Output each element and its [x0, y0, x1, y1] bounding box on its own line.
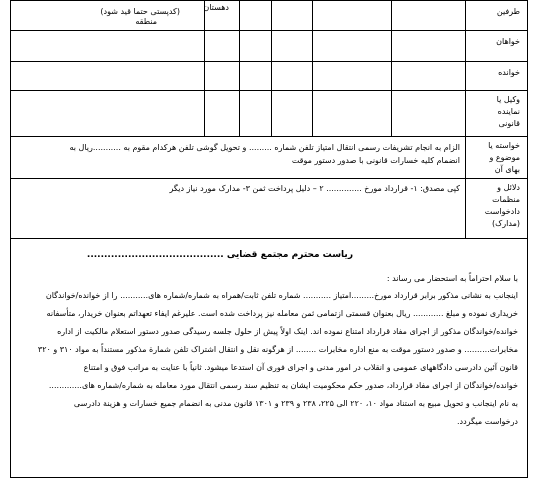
body-line-2: خریداری نموده و مبلغ ............ ریال بعنوان قسمتی ازتمامی ثمن معامله نیز پرداخت شده است. علیرغم ایفاء تعهداتم بعنوان خریدار، متأسفانه — [46, 309, 518, 318]
parties-label: طرفین — [496, 7, 520, 16]
evidence-label-3: دادخواست — [484, 207, 520, 216]
region-label: منطقه — [135, 17, 157, 26]
evidence-label-4: (مدارک) — [492, 219, 520, 228]
row-divider — [10, 178, 528, 179]
column-divider — [239, 0, 240, 136]
claim-label-1: خواسته یا — [488, 141, 520, 150]
column-divider — [204, 0, 205, 136]
body-line-8: درخواست میگردد. — [456, 417, 518, 426]
defendant-label: خوانده — [498, 68, 520, 77]
body-line-4: مخابرات.......... و صدور دستور موقت به منع اداره مخابرات ........ از هرگونه نقل و انتقال اشتراک تلفن شمارة مذکور مستنداً به مواد ۳۱۰ و ۳۲۰ — [37, 345, 518, 354]
row-divider — [10, 238, 528, 239]
row-divider — [10, 136, 528, 137]
evidence-label-2: منظمات — [492, 195, 520, 204]
body-line-6: خوانده/خواندگان از اجرای مفاد قرارداد، صدور حکم محکومیت ایشان به تنظیم سند رسمی انتقال مورد معامله به شماره/شماره های............. — [48, 381, 518, 390]
evidence-label-1: دلائل و — [497, 183, 520, 192]
cadastre-note: (کدپستی حتما قید شود) — [100, 7, 180, 16]
row-divider — [10, 61, 528, 62]
column-divider — [271, 0, 272, 136]
row-divider — [10, 90, 528, 91]
dehestan-label: دهستان — [203, 3, 229, 12]
claim-text-line-2: انضمام کلیه خسارات قانونی با صدور دستور موقت — [291, 156, 460, 165]
evidence-text: کپی مصدق: ۱- قرارداد مورخ .............. ۲ – دلیل پرداخت ثمن ۳- مدارک مورد نیاز دیگر — [169, 184, 460, 193]
body-line-3: خوانده/خواندگان مذکور از اجرای مفاد قرارداد امتناع نموده اند. اینک اولاً پیش از حلول جلسه رسیدگی صدور دستور استعلام مالکیت از اداره — [57, 327, 518, 336]
claim-label-3: بهای آن — [494, 165, 520, 174]
lawyer-label-1: وکیل یا — [496, 95, 520, 104]
body-line-7: به نام اینجانب و تحویل مبیع به استناد مواد ۱۰، ۲۲۰ الی ۲۲۵، ۲۳۸ و ۲۳۹ و ۱۳۰۱ قانون مدنی به انضمام جمیع خسارات و هزینة دادرسی — [73, 399, 518, 408]
lawyer-label-3: قانونی — [498, 119, 520, 128]
lawyer-label-2: نماینده — [497, 107, 520, 116]
body-line-1: اینجانب به نشانی مذکور برابر قرارداد مورخ.........امتیاز ........... شماره تلفن ثابت/همراه به شماره/شماره های........... را از خوانده/خواندگان — [45, 291, 518, 300]
plaintiff-label: خواهان — [496, 37, 520, 46]
body-line-5: قانون آئین دادرسی دادگاههای عمومی و انقلاب در امور مدنی و اجرای فوری آن استدعا میشود. ثانیاً با عنایت به مراتب فوق و امتناع — [83, 363, 518, 372]
claim-label-2: موضوع و — [489, 153, 520, 162]
column-divider — [391, 0, 392, 136]
greeting: با سلام احتراماً به استحضار می رساند : — [386, 274, 518, 283]
column-divider — [312, 0, 313, 136]
row-divider — [10, 30, 528, 31]
court-title: ریاست محترم مجتمع قضایی ........................................ — [86, 250, 353, 260]
claim-text-line-1: الزام به انجام تشریفات رسمی انتقال امتیاز تلفن شماره ......... و تحویل گوشی تلفن هرکدام مقوم به ...........ریال به — [69, 143, 460, 152]
